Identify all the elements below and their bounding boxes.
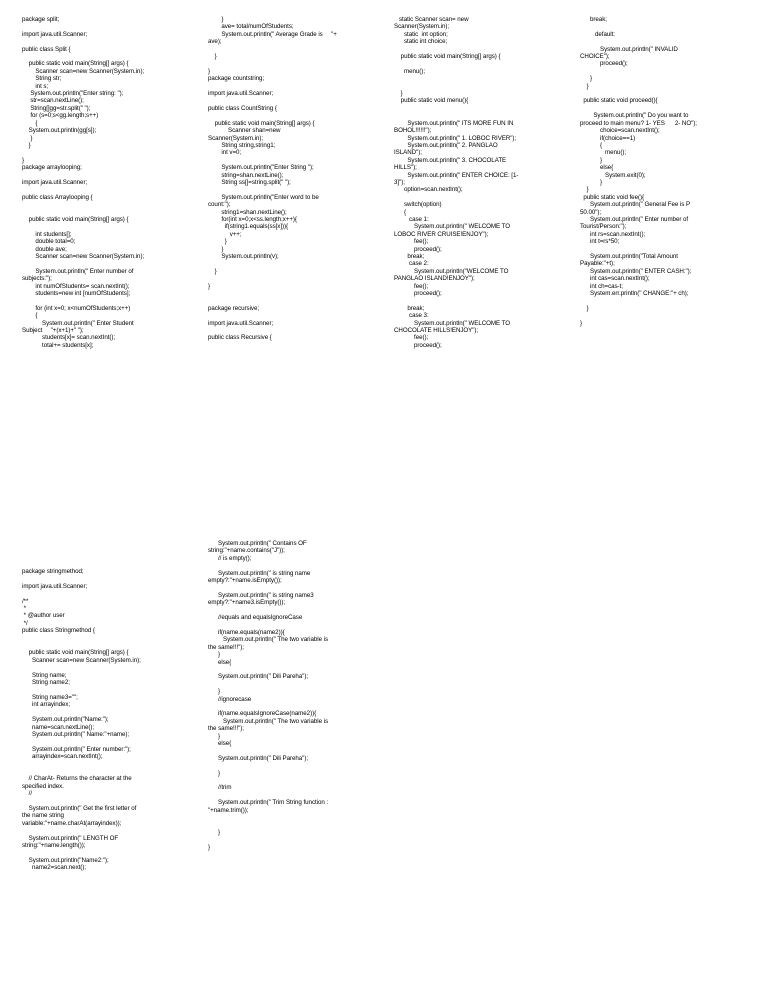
- code-column-stringmethod-continued: System.out.println(" Contains OF string:"+name.contains("J")); // is empty(); System.out.println(" is string name empty?:"+name.isEmpty()); System.out.println(" is string name3 empty?:"+name3.isEmpty()); //equals and equalsIgnoreCase if(name.equals(name2)){ System.out.println(" The two variable is the same!!!"); } else{ System.out.println(" Dili Pareha"); } //ignorecase if(name.equalsIgnoreCase(name2)){ System.out.println(" The two variable is the same!!!"); } else{ System.out.println(" Dili Pareha"); } //trim System.out.println(" Trim String function : "+name.trim()); } }: [208, 540, 329, 851]
- code-column-proceed-fee: break; default: System.out.println(" INVALID CHOICE"); proceed(); } } public static void proceed(){ System.out.println(" Do you want to proceed to main menu? 1- YES 2- NO"); choice=scan.nextInt(); if(choice==1) { menu(); } else{ System.exit(0); } } public static void fee(){ System.out.println(" General Fee is P 50.00"); System.out.println(" Enter number of Tourist/Person:"); int rs=scan.nextInt(); int t=rs*50; System.out.println("Total Amount Payable:"+t); System.out.println(" ENTER CASH:"); int cas=scan.nextInt(); int ch=cas-t; System.err.println(" CHANGE:"+ ch); } }: [580, 16, 697, 327]
- code-column-stringmethod: package stringmethod; import java.util.Scanner; /** * * @author user */ public class Stringmethod { public static void main(String[] args) { Scanner scan=new Scanner(System.in); String name; String name2; String name3=""; int arrayindex; System.out.println("Name:"); name=scan.nextLine(); System.out.println(" Name:"+name); System.out.println(" Enter number:"); arrayindex=scan.nextInt(); // CharAt- Returns the character at the specified index. // System.out.println(" Get the first letter of the name string variable:"+name.charAt(arrayindex)); System.out.println(" LENGTH OF string:"+name.length()); System.out.println("Name2:"); name2=scan.next();: [22, 568, 141, 872]
- code-column-bohol-menu: static Scanner scan= new Scanner(System.in); static int option; static int choice; public static void main(String[] args) { menu(); } public static void menu(){ System.out.println(" ITS MORE FUN IN BOHOL!!!!!!"); System.out.println(" 1. LOBOC RIVER"); System.out.println(" 2. PANGLAO ISLAND"); System.out.println(" 3. CHOCOLATE HILLS"); System.out.println(" ENTER CHOICE: [1- 3]"); option=scan.nextInt(); switch(option) { case 1: System.out.println(" WELCOME TO LOBOC RIVER CRUISE!ENJOY"); fee(); proceed(); break; case 2: System.out.println("WELCOME TO PANGLAO ISLAND!ENJOY"); fee(); proceed(); break; case 3: System.out.println(" WELCOME TO CHOCOLATE HILLS!ENJOY"); fee(); proceed();: [394, 16, 519, 349]
- code-column-split-arraylooping: package split; import java.util.Scanner; public class Split { public static void main(String[] args) { Scanner scan=new Scanner(System.in); String str; int s; System.out.println("Enter string: "); str=scan.nextLine(); String[]gg=str.split(" "); for (s=0;s<gg.length;s++) { System.out.println(gg[s]); } } } package arraylooping; import java.util.Scanner; public class Arraylooping { public static void main(String[] args) { int students[]; double total=0; double ave; Scanner scan=new Scanner(System.in); System.out.println(" Enter number of subjects:"); int numOfStudents= scan.nextInt(); students=new int [numOfStudents]; for (int x=0; x<numOfStudents;x++) { System.out.println(" Enter Student Subject "+(x+1)+" "); students[x]= scan.nextInt(); total+= students[x];: [22, 16, 145, 349]
- code-column-countstring-recursive: } ave= total/numOfStudents; System.out.println(" Average Grade is "+ ave); } } package countstring; import java.util.Scanner; public class CountString { public static void main(String[] args) { Scanner shan=new Scanner(System.in); String string,string1; int v=0; System.out.println("Enter String "); string=shan.nextLine(); String ss[]=string.split(" "); System.out.println("Enter word to be count:"); string1=shan.nextLine(); for(int x=0;x<ss.length;x++){ if(string1.equals(ss[x])){ v++; } } System.out.println(v); } } package recursive; import java.util.Scanner; public class Recursive {: [208, 16, 337, 342]
